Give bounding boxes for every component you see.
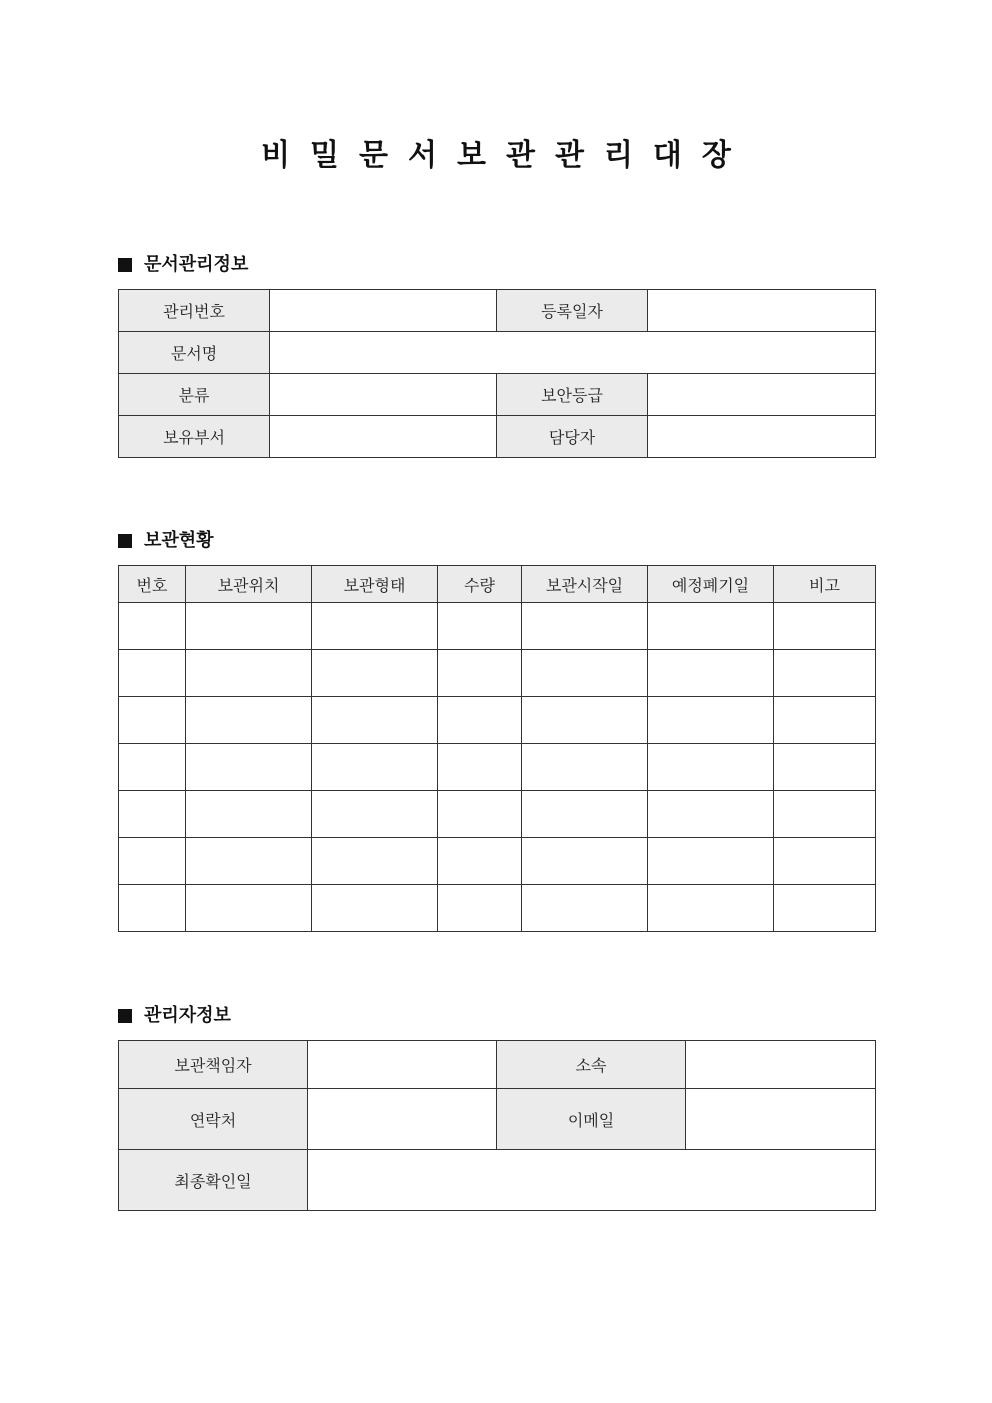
label-owner-dept: 보유부서 — [119, 416, 270, 458]
manager-field[interactable] — [648, 416, 876, 458]
cell-disposal-date[interactable] — [648, 838, 774, 885]
label-security-level: 보안등급 — [497, 374, 648, 416]
cell-no[interactable] — [119, 603, 186, 650]
contact-field[interactable] — [308, 1089, 497, 1150]
label-email: 이메일 — [497, 1089, 686, 1150]
cell-type[interactable] — [312, 603, 438, 650]
column-header-remarks: 비고 — [774, 566, 876, 603]
table-header-row — [119, 566, 876, 603]
manage-no-field[interactable] — [270, 290, 497, 332]
cell-location[interactable] — [186, 885, 312, 932]
cell-no[interactable] — [119, 791, 186, 838]
cell-remarks[interactable] — [774, 744, 876, 791]
cell-quantity[interactable] — [438, 791, 522, 838]
cell-quantity[interactable] — [438, 744, 522, 791]
square-bullet-icon — [118, 534, 132, 548]
custodian-field[interactable] — [308, 1041, 497, 1089]
column-header-no: 번호 — [119, 566, 186, 603]
cell-disposal-date[interactable] — [648, 650, 774, 697]
section-heading-storage — [118, 529, 214, 553]
cell-start-date[interactable] — [522, 791, 648, 838]
table-row — [119, 290, 876, 332]
cell-start-date[interactable] — [522, 697, 648, 744]
section-heading-doc-info — [118, 253, 248, 277]
cell-remarks[interactable] — [774, 603, 876, 650]
cell-location[interactable] — [186, 838, 312, 885]
column-header-type: 보관형태 — [312, 566, 438, 603]
cell-remarks[interactable] — [774, 791, 876, 838]
cell-start-date[interactable] — [522, 744, 648, 791]
cell-type[interactable] — [312, 838, 438, 885]
cell-no[interactable] — [119, 838, 186, 885]
email-field[interactable] — [686, 1089, 876, 1150]
table-row — [119, 744, 876, 791]
cell-disposal-date[interactable] — [648, 885, 774, 932]
affiliation-field[interactable] — [686, 1041, 876, 1089]
section-heading-label: 관리자정보 — [144, 1005, 231, 1026]
cell-no[interactable] — [119, 885, 186, 932]
cell-no[interactable] — [119, 744, 186, 791]
label-manager: 담당자 — [497, 416, 648, 458]
owner-dept-field[interactable] — [270, 416, 497, 458]
column-header-start-date: 보관시작일 — [522, 566, 648, 603]
label-category: 분류 — [119, 374, 270, 416]
label-custodian: 보관책임자 — [119, 1041, 308, 1089]
doc-info-table — [118, 289, 876, 458]
cell-location[interactable] — [186, 744, 312, 791]
storage-table — [118, 565, 876, 932]
table-row — [119, 650, 876, 697]
cell-type[interactable] — [312, 650, 438, 697]
cell-disposal-date[interactable] — [648, 744, 774, 791]
label-contact: 연락처 — [119, 1089, 308, 1150]
cell-remarks[interactable] — [774, 885, 876, 932]
label-manage-no: 관리번호 — [119, 290, 270, 332]
cell-quantity[interactable] — [438, 838, 522, 885]
section-heading-label: 문서관리정보 — [144, 254, 249, 275]
table-row — [119, 603, 876, 650]
section-heading-admin-info — [118, 1004, 231, 1028]
cell-quantity[interactable] — [438, 603, 522, 650]
cell-remarks[interactable] — [774, 650, 876, 697]
cell-quantity[interactable] — [438, 650, 522, 697]
cell-type[interactable] — [312, 744, 438, 791]
cell-type[interactable] — [312, 885, 438, 932]
category-field[interactable] — [270, 374, 497, 416]
table-row — [119, 697, 876, 744]
table-row — [119, 1150, 876, 1211]
label-doc-name: 문서명 — [119, 332, 270, 374]
cell-location[interactable] — [186, 697, 312, 744]
admin-info-table — [118, 1040, 876, 1211]
column-header-disposal-date: 예정폐기일 — [648, 566, 774, 603]
cell-disposal-date[interactable] — [648, 697, 774, 744]
table-row — [119, 332, 876, 374]
cell-location[interactable] — [186, 791, 312, 838]
table-row — [119, 374, 876, 416]
cell-start-date[interactable] — [522, 885, 648, 932]
section-heading-label: 보관현황 — [144, 530, 214, 551]
label-reg-date: 등록일자 — [497, 290, 648, 332]
table-row — [119, 838, 876, 885]
cell-start-date[interactable] — [522, 650, 648, 697]
table-row — [119, 885, 876, 932]
cell-type[interactable] — [312, 791, 438, 838]
cell-type[interactable] — [312, 697, 438, 744]
cell-location[interactable] — [186, 650, 312, 697]
column-header-quantity: 수량 — [438, 566, 522, 603]
reg-date-field[interactable] — [648, 290, 876, 332]
square-bullet-icon — [118, 1009, 132, 1023]
column-header-location: 보관위치 — [186, 566, 312, 603]
square-bullet-icon — [118, 258, 132, 272]
table-row — [119, 416, 876, 458]
cell-no[interactable] — [119, 650, 186, 697]
last-check-field[interactable] — [308, 1150, 876, 1211]
cell-start-date[interactable] — [522, 838, 648, 885]
doc-name-field[interactable] — [270, 332, 876, 374]
cell-remarks[interactable] — [774, 838, 876, 885]
label-last-check: 최종확인일 — [119, 1150, 308, 1211]
security-level-field[interactable] — [648, 374, 876, 416]
cell-location[interactable] — [186, 603, 312, 650]
page-title: 비밀문서보관관리대장 — [261, 138, 751, 173]
table-row — [119, 791, 876, 838]
cell-disposal-date[interactable] — [648, 791, 774, 838]
cell-disposal-date[interactable] — [648, 603, 774, 650]
cell-start-date[interactable] — [522, 603, 648, 650]
cell-quantity[interactable] — [438, 697, 522, 744]
cell-remarks[interactable] — [774, 697, 876, 744]
label-affiliation: 소속 — [497, 1041, 686, 1089]
table-row — [119, 1089, 876, 1150]
table-row — [119, 1041, 876, 1089]
cell-quantity[interactable] — [438, 885, 522, 932]
cell-no[interactable] — [119, 697, 186, 744]
